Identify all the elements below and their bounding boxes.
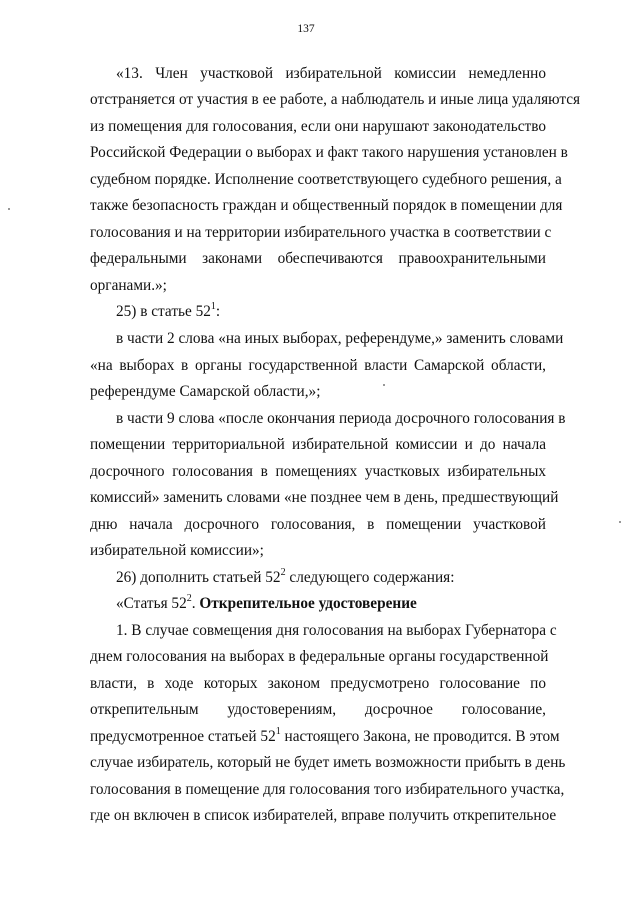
- text-line: 1. В случае совмещения дня голосования на выборах Губернатора с: [116, 622, 557, 639]
- text-line: федеральными законами обеспечиваются правоохранительными: [90, 250, 546, 267]
- text-line: голосования в помещение для голосования того избирательного участка,: [90, 781, 565, 798]
- scan-speck: [8, 208, 10, 210]
- text-line: референдуме Самарской области,»;: [90, 383, 321, 400]
- page-number: 137: [297, 23, 315, 35]
- text-line: предусмотренное статьей $52^1$ настоящего Закона, не проводится. В этом: [90, 725, 560, 745]
- text-line: Российской Федерации о выборах и факт такого нарушения установлен в: [90, 144, 568, 161]
- text-line: случае избиратель, который не будет иметь возможности прибыть в день: [90, 754, 566, 771]
- text-line: судебном порядке. Исполнение соответствующего судебного решения, а: [90, 171, 562, 188]
- text-line: комиссий» заменить словами «не позднее чем в день, предшествующий: [90, 489, 559, 506]
- text-line: власти, в ходе которых законом предусмотрено голосование по: [90, 675, 546, 692]
- text-line: досрочного голосования в помещениях участковых избирательных: [90, 463, 546, 480]
- text-line: дню начала досрочного голосования, в помещении участковой: [90, 516, 546, 533]
- scan-speck: [383, 384, 385, 386]
- text-line: днем голосования на выборах в федеральные органы государственной: [90, 648, 549, 665]
- text-line: помещении территориальной избирательной комиссии и до начала: [90, 436, 546, 453]
- text-line: избирательной комиссии»;: [90, 542, 264, 559]
- amendment-item-26: 26) дополнить статьей $52^2$ следующего содержания:: [116, 566, 455, 586]
- text-line: отстраняется от участия в ее работе, а наблюдатель и иные лица удаляются: [90, 91, 581, 108]
- text-line: органами.»;: [90, 277, 167, 294]
- text-line: в части 2 слова «на иных выборах, референдуме,» заменить словами: [116, 330, 564, 347]
- text-line: также безопасность граждан и общественный порядок в помещении для: [90, 197, 563, 214]
- text-line: в части 9 слова «после окончания периода досрочного голосования в: [116, 410, 566, 427]
- scan-speck: [619, 521, 621, 523]
- text-line: «13. Член участковой избирательной комиссии немедленно: [116, 65, 546, 82]
- text-line: из помещения для голосования, если они нарушают законодательство: [90, 118, 546, 135]
- article-title: Открепительное удостоверение: [199, 595, 417, 612]
- text-line: «на выборах в органы государственной власти Самарской области,: [90, 357, 546, 374]
- text-line: где он включен в список избирателей, вправе получить открепительное: [90, 807, 557, 824]
- text-line: голосования и на территории избирательного участка в соответствии с: [90, 224, 552, 241]
- text-line: открепительным удостоверениям, досрочное голосование,: [90, 701, 546, 718]
- article-heading: «Статья $52^2$. Открепительное удостоверение: [116, 592, 417, 612]
- amendment-item-25: 25) в статье $52^1$:: [116, 300, 221, 320]
